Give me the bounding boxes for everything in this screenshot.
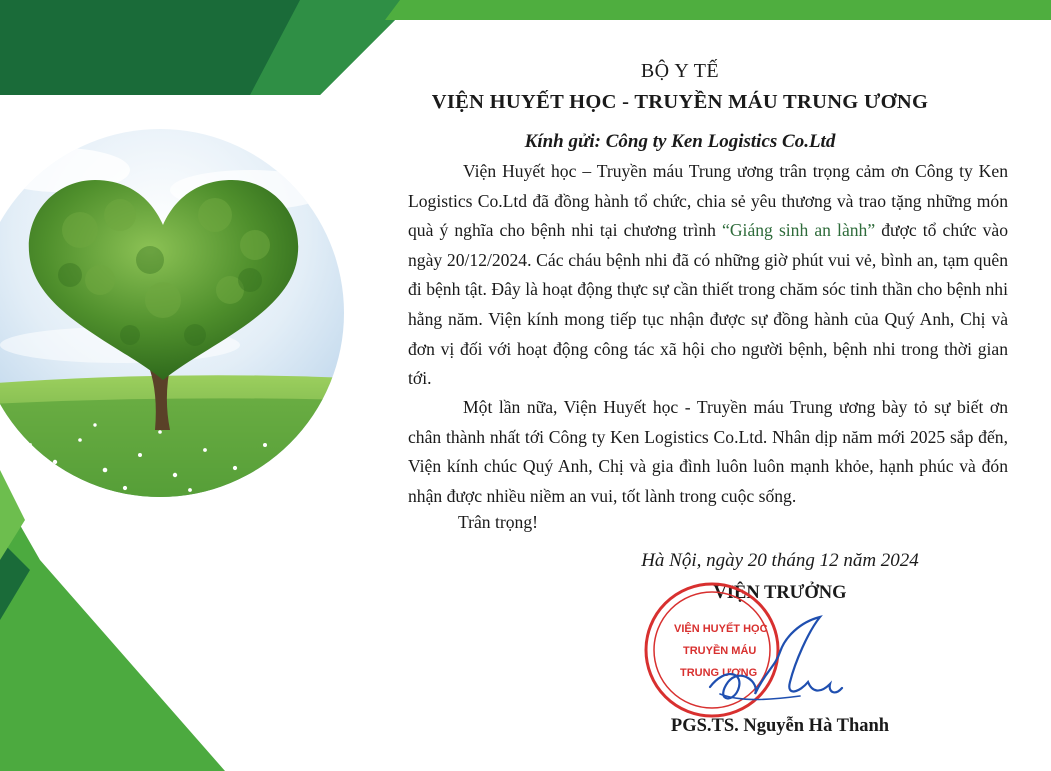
program-name: “Giáng sinh an lành”: [722, 220, 876, 241]
stamp-line-1: VIỆN HUYẾT HỌC: [674, 623, 768, 635]
institute-name: VIỆN HUYẾT HỌC - TRUYỀN MÁU TRUNG ƯƠNG: [431, 91, 929, 113]
top-strip: [385, 0, 1051, 20]
corner-band-bottom: [0, 490, 225, 771]
body-paragraph-2: Một lần nữa, Viện Huyết học - Truyền máu Trung ương bày tỏ sự biết ơn chân thành nhất tới Công ty Ken Logistics Co.Ltd. Nhân dịp năm mới 2025 sắp đến, Viện kính chúc Quý Anh, Chị và gia đình luôn luôn mạnh khỏe, hạnh phúc và đón nhận được nhiều niềm an vui, tốt lành trong cuộc sống.: [408, 397, 1008, 506]
paragraph-1-text-start: Viện Huyết học – Truyền máu Trung ương trân trọng cảm ơn Công ty Ken Logistics Co.Ltd đã đồng hành tổ chức, chia sẻ yêu thương và trao tặng những món quà ý nghĩa cho bệnh nhi tại chương trình: [408, 161, 1008, 241]
stamp-line-3: TRUNG ƯƠNG: [680, 667, 758, 679]
salutation: Kính gửi: Công ty Ken Logistics Co.Ltd: [524, 131, 836, 152]
heart-tree-image: [0, 120, 350, 520]
body-paragraph-1: [408, 157, 1008, 394]
stamp-line-2: TRUYỀN MÁU: [683, 645, 757, 657]
ministry-name: BỘ Y TẾ: [640, 60, 720, 82]
place-and-date: Hà Nội, ngày 20 tháng 12 năm 2024: [641, 550, 919, 571]
signer-name: PGS.TS. Nguyễn Hà Thanh: [670, 716, 890, 736]
handwritten-signature: [690, 612, 860, 712]
closing-phrase: Trân trọng!: [458, 512, 538, 532]
signer-title: VIỆN TRƯỞNG: [713, 583, 847, 603]
paragraph-1-text-end: được tổ chức vào ngày 20/12/2024. Các cháu bệnh nhi đã có những giờ phút vui vẻ, bình an, tạm quên đi bệnh tật. Đây là hoạt động thực sự cần thiết trong chăm sóc tinh thần cho bệnh nhi hằng năm. Viện kính mong tiếp tục nhận được sự đồng hành của Quý Anh, Chị và đơn vị đối với hoạt động công tác xã hội cho người bệnh, bệnh nhi trong thời gian tới.: [408, 220, 1008, 389]
